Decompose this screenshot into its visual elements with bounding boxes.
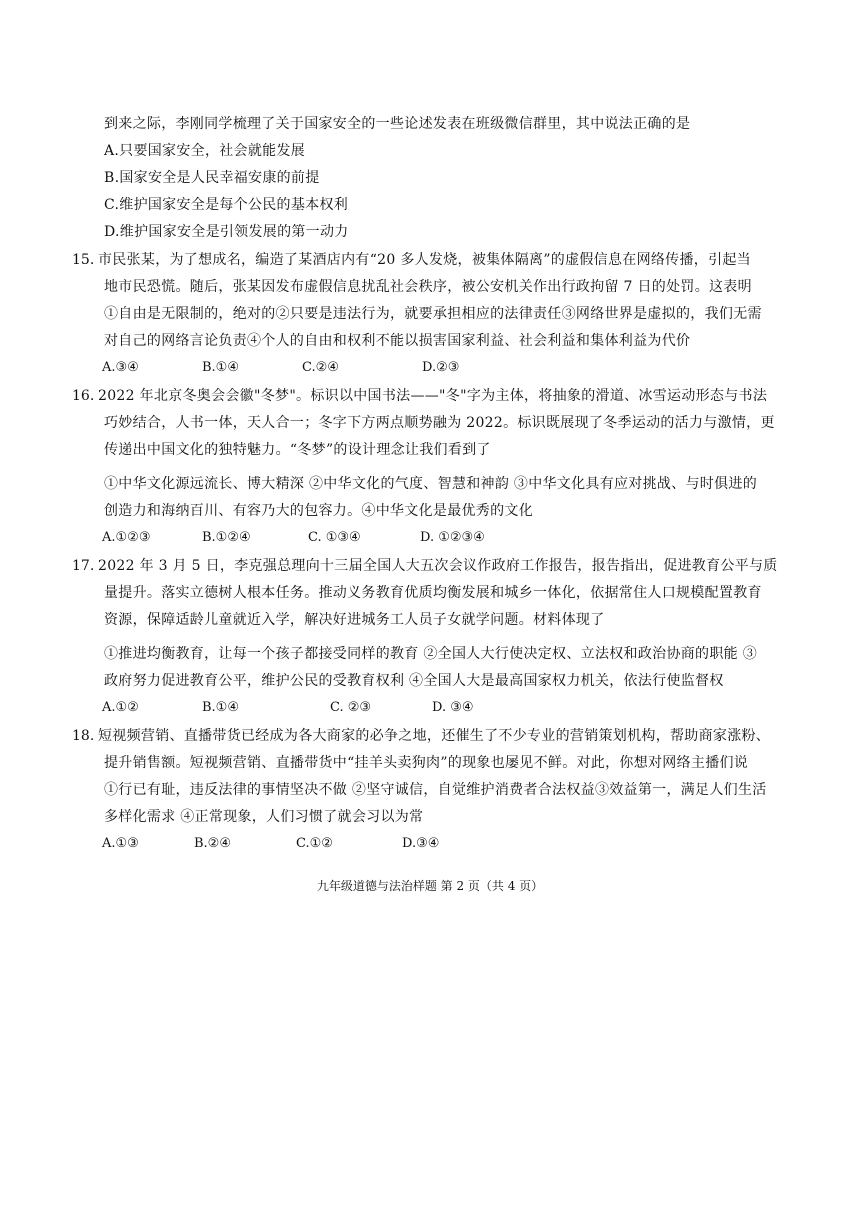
statement-line: 多样化需求 ④正常现象，人们习惯了就会习以为常 <box>104 809 424 825</box>
question-stem-line: 巧妙结合，人书一体，天人合一；冬字下方两点顺势融为 2022。标识既展现了冬季运动的活力与激情，更 <box>104 415 775 431</box>
statement-line: ①自由是无限制的，绝对的②只要是违法行为，就要承担相应的法律责任③网络世界是虚拟的，我们无需 <box>104 306 762 322</box>
question-stem-line: 2022 年 3 月 5 日，李克强总理向十三届全国人大五次会议作政府工作报告，报告指出，促进教育公平与质 <box>98 558 778 574</box>
question-number: 18. <box>72 728 95 744</box>
statement-line: ①中华文化源远流长、博大精深 ②中华文化的气度、智慧和神韵 ③中华文化具有应对挑战、与时俱进的 <box>104 476 757 492</box>
question-stem-line: 到来之际，李刚同学梳理了关于国家安全的一些论述发表在班级微信群里，其中说法正确的是 <box>104 116 691 132</box>
question-stem-line: 2022 年北京冬奥会会徽"冬梦"。标识以中国书法——"冬"字为主体，将抽象的滑道、冰雪运动形态与书法 <box>98 388 768 404</box>
choice-a: A.只要国家安全，社会就能发展 <box>104 143 306 159</box>
option-b: B.②④ <box>194 836 231 851</box>
choice-c: C.维护国家安全是每个公民的基本权利 <box>104 197 349 213</box>
option-d: D. ③④ <box>432 700 474 715</box>
question-stem-line: 量提升。落实立德树人根本任务。推动义务教育优质均衡发展和城乡一体化，依据常住人口规模配置教育 <box>104 585 762 601</box>
statement-line: ①推进均衡教育，让每一个孩子都接受同样的教育 ②全国人大行使决定权、立法权和政治协商的职能 ③ <box>104 646 757 662</box>
question-stem-line: 传递出中国文化的独特魅力。“冬梦”的设计理念让我们看到了 <box>104 442 491 458</box>
option-d: D.③④ <box>402 836 440 851</box>
question-stem-line: 市民张某，为了想成名，编造了某酒店内有“20 多人发烧，被集体隔离”的虚假信息在网络传播，引起当 <box>98 252 751 268</box>
option-c: C.①② <box>296 836 333 851</box>
question-number: 15. <box>72 252 95 268</box>
page-footer: 九年级道德与法治样题 第 2 页（共 4 页） <box>316 879 544 893</box>
question-stem-line: 短视频营销、直播带货已经成为各大商家的必争之地，还催生了不少专业的营销策划机构，帮助商家涨粉、 <box>98 728 771 744</box>
option-b: B.①④ <box>202 360 239 375</box>
statement-line: 对自己的网络言论负责④个人的自由和权利不能以损害国家利益、社会利益和集体利益为代价 <box>104 333 691 349</box>
option-c: C. ①③④ <box>308 530 361 545</box>
option-d: D.②③ <box>422 360 460 375</box>
option-b: B.①④ <box>202 700 239 715</box>
option-d: D. ①②③④ <box>420 530 485 545</box>
option-a: A.①②③ <box>102 530 151 545</box>
option-a: A.①② <box>102 700 139 715</box>
question-number: 16. <box>72 388 95 404</box>
statement-line: ①行已有耻，违反法律的事情坚决不做 ②坚守诚信，自觉维护消费者合法权益③效益第一，满足人们生活 <box>104 782 767 798</box>
option-a: A.①③ <box>102 836 139 851</box>
choice-d: D.维护国家安全是引领发展的第一动力 <box>104 224 349 240</box>
question-stem-line: 提升销售额。短视频营销、直播带货中“挂羊头卖狗肉”的现象也屡见不鲜。对此，你想对网络主播们说 <box>104 755 749 771</box>
statement-line: 政府努力促进教育公平，维护公民的受教育权利 ④全国人大是最高国家权力机关，依法行使监督权 <box>104 673 724 689</box>
option-a: A.③④ <box>102 360 139 375</box>
question-number: 17. <box>72 558 95 574</box>
choice-b: B.国家安全是人民幸福安康的前提 <box>104 170 320 186</box>
option-c: C.②④ <box>302 360 339 375</box>
question-stem-line: 资源，保障适龄儿童就近入学，解决好进城务工人员子女就学问题。材料体现了 <box>104 612 605 628</box>
statement-line: 创造力和海纳百川、有容乃大的包容力。④中华文化是最优秀的文化 <box>104 503 533 519</box>
question-stem-line: 地市民恐慌。随后，张某因发布虚假信息扰乱社会秩序，被公安机关作出行政拘留 7 日的处罚。这表明 <box>104 279 752 295</box>
option-b: B.①②④ <box>202 530 251 545</box>
option-c: C. ②③ <box>330 700 372 715</box>
